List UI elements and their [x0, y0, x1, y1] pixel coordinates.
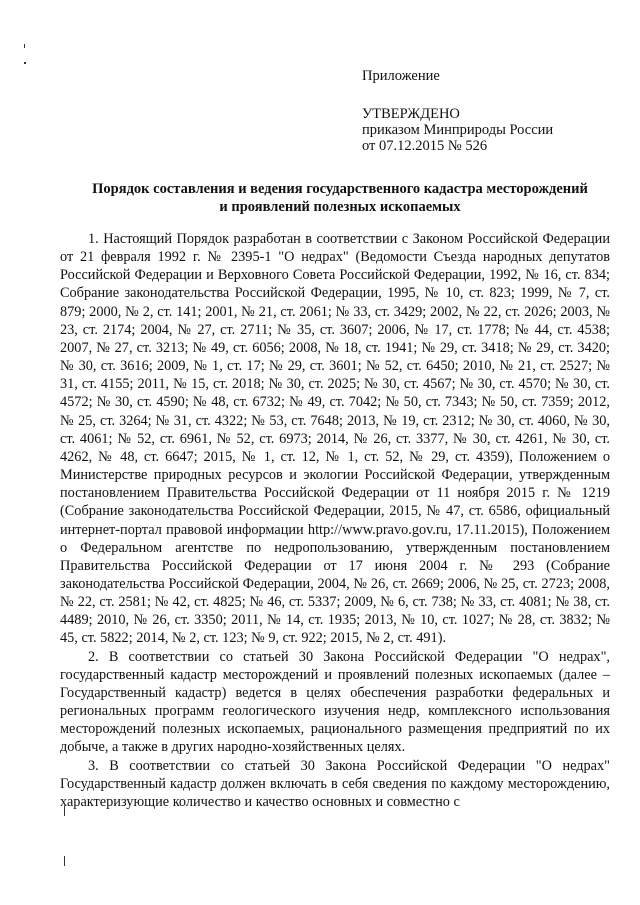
paragraph-2: 2. В соответствии со статьей 30 Закона Российской Федерации "О недрах", государственный кадастр месторождений и проявлений полезных ископаемых (далее – Государственный кадастр) ведется в целях обеспечения разработки федеральных и региональных программ геологического изучения недр, комплексного использования месторождений полезных ископаемых, рационального размещения предприятий по их добыче, а также в других народно-хозяйственных целях.: [60, 648, 610, 756]
appendix-label: Приложение: [362, 68, 440, 84]
scan-mark: [64, 856, 65, 866]
title-line-2: и проявлений полезных ископаемых: [219, 199, 461, 215]
document-title: [60, 180, 620, 216]
paragraph-3: 3. В соответствии со статьей 30 Закона Российской Федерации "О недрах" Государственный кадастр должен включать в себя сведения по каждому месторождению, характеризующие количество и качество основных и совместно с: [60, 757, 610, 810]
approved-label: УТВЕРЖДЕНО: [362, 106, 460, 122]
approval-date: от 07.12.2015 № 526: [362, 138, 488, 154]
approval-stamp: [362, 68, 602, 154]
approval-order: приказом Минприроды России: [362, 122, 554, 138]
scan-mark: [24, 62, 26, 64]
paragraph-1: 1. Настоящий Порядок разработан в соответствии с Законом Российской Федерации от 21 февраля 1992 г. № 2395-1 "О недрах" (Ведомости Съезда народных депутатов Российской Федерации и Верховного Совета Российской Федерации, 1992, № 16, ст. 834; Собрание законодательства Российской Федерации, 1995, № 10, ст. 823; 1999, № 7, ст. 879; 2000, № 2, ст. 141; 2001, № 21, ст. 2061; № 33, ст. 3429; 2002, № 22, ст. 2026; 2003, № 23, ст. 2174; 2004, № 27, ст. 2711; № 35, ст. 3607; 2006, № 17, ст. 1778; № 44, ст. 4538; 2007, № 27, ст. 3213; № 49, ст. 6056; 2008, № 18, ст. 1941; № 29, ст. 3418; № 29, ст. 3420; № 30, ст. 3616; 2009, № 1, ст. 17; № 29, ст. 3601; № 52, ст. 6450; 2010, № 21, ст. 2527; № 31, ст. 4155; 2011, № 15, ст. 2018; № 30, ст. 2025; № 30, ст. 4567; № 30, ст. 4570; № 30, ст. 4572; № 30, ст. 4590; № 48, ст. 6732; № 49, ст. 7042; № 50, ст. 7343; № 50, ст. 7359; 2012, № 25, ст. 3264; № 31, ст. 4322; № 53, ст. 7648; 2013, № 19, ст. 2312; № 30, ст. 4060, № 30, ст. 4061; № 52, ст. 6961, № 52, ст. 6973; 2014, № 26, ст. 3377, № 30, ст. 4261, № 30, ст. 4262, № 48, ст. 6647; 2015, № 1, ст. 12, № 1, ст. 52, № 29, ст. 4359), Положением о Министерстве природных ресурсов и экологии Российской Федерации, утвержденным постановлением Правительства Российской Федерации от 11 ноября 2015 г. № 1219 (Собрание законодательства Российской Федерации, 2015, № 47, ст. 6586, официальный интернет-портал правовой информации http://www.pravo.gov.ru, 17.11.2015), Положением о Федеральном агентстве по недропользованию, утвержденным постановлением Правительства Российской Федерации от 17 июня 2004 г. № 293 (Собрание законодательства Российской Федерации, 2004, № 26, ст. 2669; 2006, № 25, ст. 2723; 2008, № 22, ст. 2581; № 42, ст. 4825; № 46, ст. 5337; 2009, № 6, ст. 738; № 33, ст. 4081; № 38, ст. 4489; 2010, № 26, ст. 3350; 2011, № 14, ст. 1935; 2013, № 10, ст. 1027; № 28, ст. 3832; № 45, ст. 5822; 2014, № 2, ст. 123; № 9, ст. 922; 2015, № 2, ст. 491).: [60, 231, 610, 647]
scan-mark: [24, 44, 25, 48]
title-line-1: Порядок составления и ведения государственного кадастра месторождений: [92, 181, 588, 197]
document-body: [60, 230, 610, 811]
